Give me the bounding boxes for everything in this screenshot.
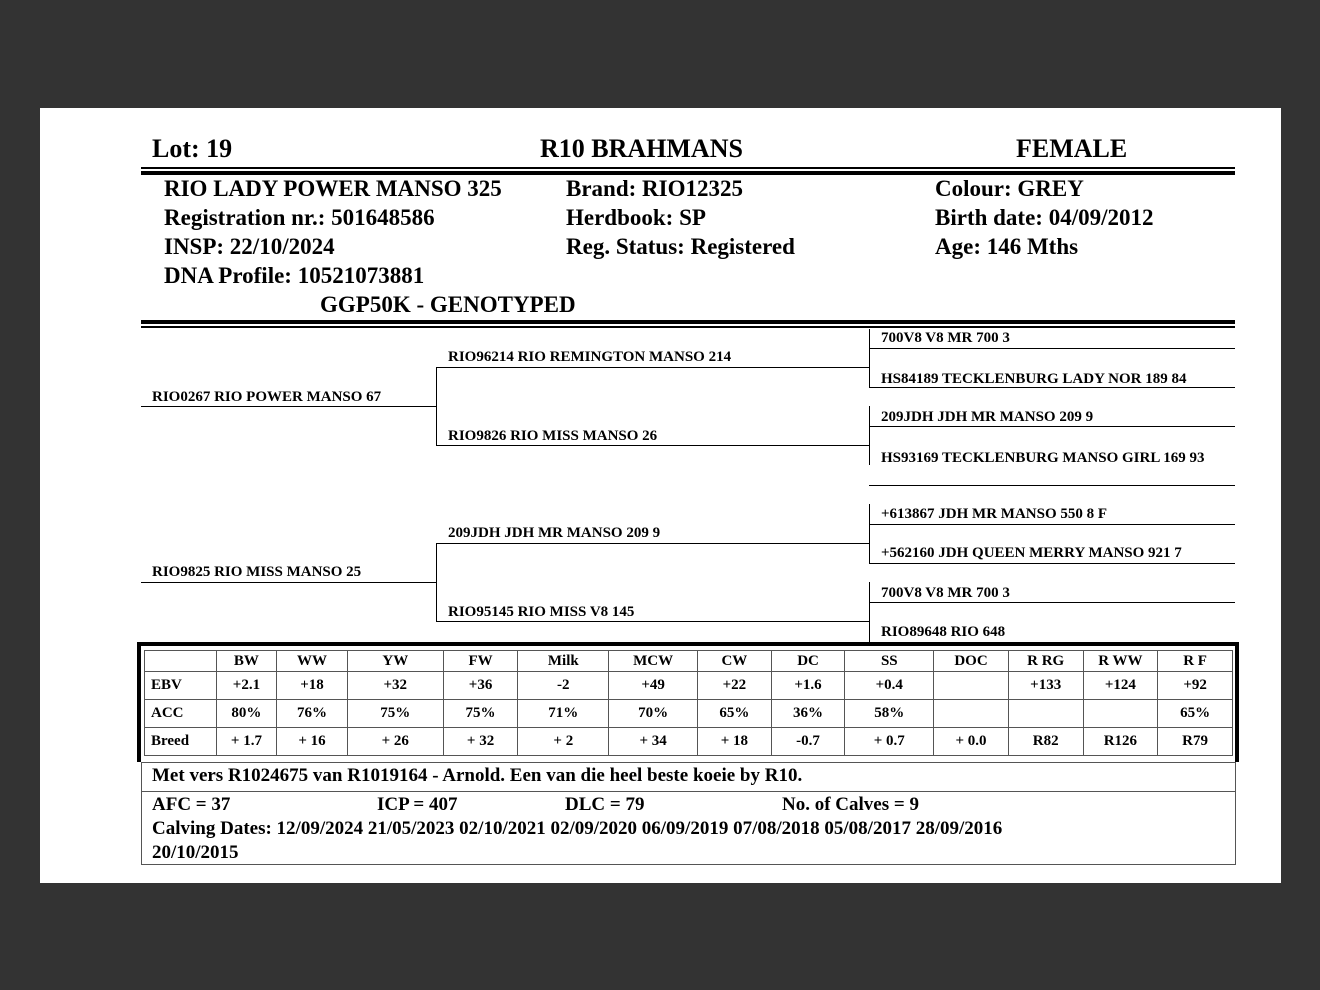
ebv-col-header: Milk bbox=[518, 651, 609, 672]
registration-status: Reg. Status: Registered bbox=[566, 234, 795, 259]
ebv-cell: 71% bbox=[518, 700, 609, 728]
ebv-col-header: R RG bbox=[1008, 651, 1083, 672]
ebv-cell: 36% bbox=[771, 700, 845, 728]
ebv-cell: 75% bbox=[347, 700, 443, 728]
ebv-row-label: EBV bbox=[145, 672, 217, 700]
ebv-cell: -0.7 bbox=[771, 728, 845, 756]
ebv-cell: 80% bbox=[216, 700, 277, 728]
icp: ICP = 407 bbox=[377, 794, 458, 815]
lot-number: Lot: 19 bbox=[152, 134, 233, 163]
birth-date: Birth date: 04/09/2012 bbox=[935, 205, 1154, 230]
sire-sire-name: RIO96214 RIO REMINGTON MANSO 214 bbox=[448, 349, 732, 365]
ebv-col-header: BW bbox=[216, 651, 277, 672]
number-of-calves: No. of Calves = 9 bbox=[782, 794, 919, 815]
ebv-cell: +0.4 bbox=[845, 672, 934, 700]
brand: Brand: RIO12325 bbox=[566, 176, 743, 201]
ebv-cell: 76% bbox=[277, 700, 348, 728]
ebv-cell: + 16 bbox=[277, 728, 348, 756]
ebv-row-label: ACC bbox=[145, 700, 217, 728]
ebv-cell bbox=[934, 672, 1009, 700]
ebv-col-header bbox=[145, 651, 217, 672]
ggp-3: 209JDH JDH MR MANSO 209 9 bbox=[881, 409, 1094, 425]
ebv-cell: 70% bbox=[609, 700, 698, 728]
animal-name: RIO LADY POWER MANSO 325 bbox=[164, 176, 502, 201]
ebv-cell: 65% bbox=[698, 700, 772, 728]
ebv-row-ebv bbox=[145, 672, 1233, 700]
ebv-cell: + 0.0 bbox=[934, 728, 1009, 756]
ebv-table bbox=[144, 650, 1233, 756]
ebv-col-header: DC bbox=[771, 651, 845, 672]
ebv-cell: + 1.7 bbox=[216, 728, 277, 756]
ebv-cell: +2.1 bbox=[216, 672, 277, 700]
ebv-col-header: DOC bbox=[934, 651, 1009, 672]
ebv-col-header: YW bbox=[347, 651, 443, 672]
ebv-cell: + 0.7 bbox=[845, 728, 934, 756]
dam-sire-name: 209JDH JDH MR MANSO 209 9 bbox=[448, 525, 661, 541]
ebv-cell: + 32 bbox=[443, 728, 518, 756]
genotype-status: GGP50K - GENOTYPED bbox=[320, 292, 576, 317]
inspection-date: INSP: 22/10/2024 bbox=[164, 234, 335, 259]
ebv-cell: +32 bbox=[347, 672, 443, 700]
ebv-col-header: R F bbox=[1158, 651, 1233, 672]
ebv-cell: 65% bbox=[1158, 700, 1233, 728]
comment-box bbox=[141, 762, 1236, 792]
ggp-7: 700V8 V8 MR 700 3 bbox=[881, 585, 1010, 601]
ebv-cell: +22 bbox=[698, 672, 772, 700]
ebv-cell: +1.6 bbox=[771, 672, 845, 700]
ebv-row-breed bbox=[145, 728, 1233, 756]
ebv-row-acc bbox=[145, 700, 1233, 728]
ebv-frame-top bbox=[137, 642, 1239, 646]
dna-profile: DNA Profile: 10521073881 bbox=[164, 263, 425, 288]
sire-dam-name: RIO9826 RIO MISS MANSO 26 bbox=[448, 428, 658, 444]
age: Age: 146 Mths bbox=[935, 234, 1079, 259]
ebv-cell bbox=[934, 700, 1009, 728]
footer-box bbox=[141, 791, 1236, 865]
ebv-cell bbox=[1008, 700, 1083, 728]
ebv-cell: 58% bbox=[845, 700, 934, 728]
ebv-row-label: Breed bbox=[145, 728, 217, 756]
ebv-frame-left bbox=[137, 642, 141, 762]
herdbook: Herdbook: SP bbox=[566, 205, 706, 230]
registration-number: Registration nr.: 501648586 bbox=[164, 205, 435, 230]
ebv-cell: + 18 bbox=[698, 728, 772, 756]
ebv-cell: 75% bbox=[443, 700, 518, 728]
ggp-6: +562160 JDH QUEEN MERRY MANSO 921 7 bbox=[881, 545, 1182, 561]
ebv-header-row bbox=[145, 651, 1233, 672]
dlc: DLC = 79 bbox=[565, 794, 645, 815]
dam-name: RIO9825 RIO MISS MANSO 25 bbox=[152, 564, 362, 580]
ebv-col-header: CW bbox=[698, 651, 772, 672]
ggp-5: +613867 JDH MR MANSO 550 8 F bbox=[881, 506, 1108, 522]
comment-text: Met vers R1024675 van R1019164 - Arnold. Een van die heel beste koeie by R10. bbox=[152, 765, 803, 786]
ebv-col-header: MCW bbox=[609, 651, 698, 672]
header-rule-thick bbox=[141, 171, 1235, 175]
ebv-cell: +36 bbox=[443, 672, 518, 700]
ebv-cell: R79 bbox=[1158, 728, 1233, 756]
ebv-cell: +133 bbox=[1008, 672, 1083, 700]
ebv-frame-right bbox=[1235, 642, 1239, 762]
ebv-cell: +92 bbox=[1158, 672, 1233, 700]
ebv-col-header: FW bbox=[443, 651, 518, 672]
ebv-col-header: R WW bbox=[1083, 651, 1158, 672]
ebv-cell: R126 bbox=[1083, 728, 1158, 756]
ebv-cell: + 34 bbox=[609, 728, 698, 756]
ebv-cell: +18 bbox=[277, 672, 348, 700]
ggp-2: HS84189 TECKLENBURG LADY NOR 189 84 bbox=[881, 371, 1187, 387]
ebv-cell: +124 bbox=[1083, 672, 1158, 700]
ebv-cell: +49 bbox=[609, 672, 698, 700]
ebv-cell: + 2 bbox=[518, 728, 609, 756]
ebv-cell: + 26 bbox=[347, 728, 443, 756]
ggp-8: RIO89648 RIO 648 bbox=[881, 624, 1006, 640]
calving-dates: Calving Dates: 12/09/2024 21/05/2023 02/10/2021 02/09/2020 06/09/2019 07/08/2018 05/08/2017 28/09/2016 bbox=[152, 818, 1003, 839]
animal-sex: FEMALE bbox=[1016, 134, 1128, 163]
ebv-cell: -2 bbox=[518, 672, 609, 700]
ebv-col-header: WW bbox=[277, 651, 348, 672]
breeder-name: R10 BRAHMANS bbox=[540, 134, 743, 163]
ggp-1: 700V8 V8 MR 700 3 bbox=[881, 330, 1010, 346]
ebv-col-header: SS bbox=[845, 651, 934, 672]
info-rule-thick bbox=[141, 320, 1235, 324]
colour: Colour: GREY bbox=[935, 176, 1084, 201]
sire-name: RIO0267 RIO POWER MANSO 67 bbox=[152, 389, 382, 405]
info-rule bbox=[141, 326, 1235, 328]
ebv-cell bbox=[1083, 700, 1158, 728]
calving-dates-continued: 20/10/2015 bbox=[152, 842, 239, 863]
dam-dam-name: RIO95145 RIO MISS V8 145 bbox=[448, 604, 635, 620]
ebv-cell: R82 bbox=[1008, 728, 1083, 756]
header-rule bbox=[141, 167, 1235, 169]
afc: AFC = 37 bbox=[152, 794, 231, 815]
ggp-4: HS93169 TECKLENBURG MANSO GIRL 169 93 bbox=[881, 450, 1205, 466]
